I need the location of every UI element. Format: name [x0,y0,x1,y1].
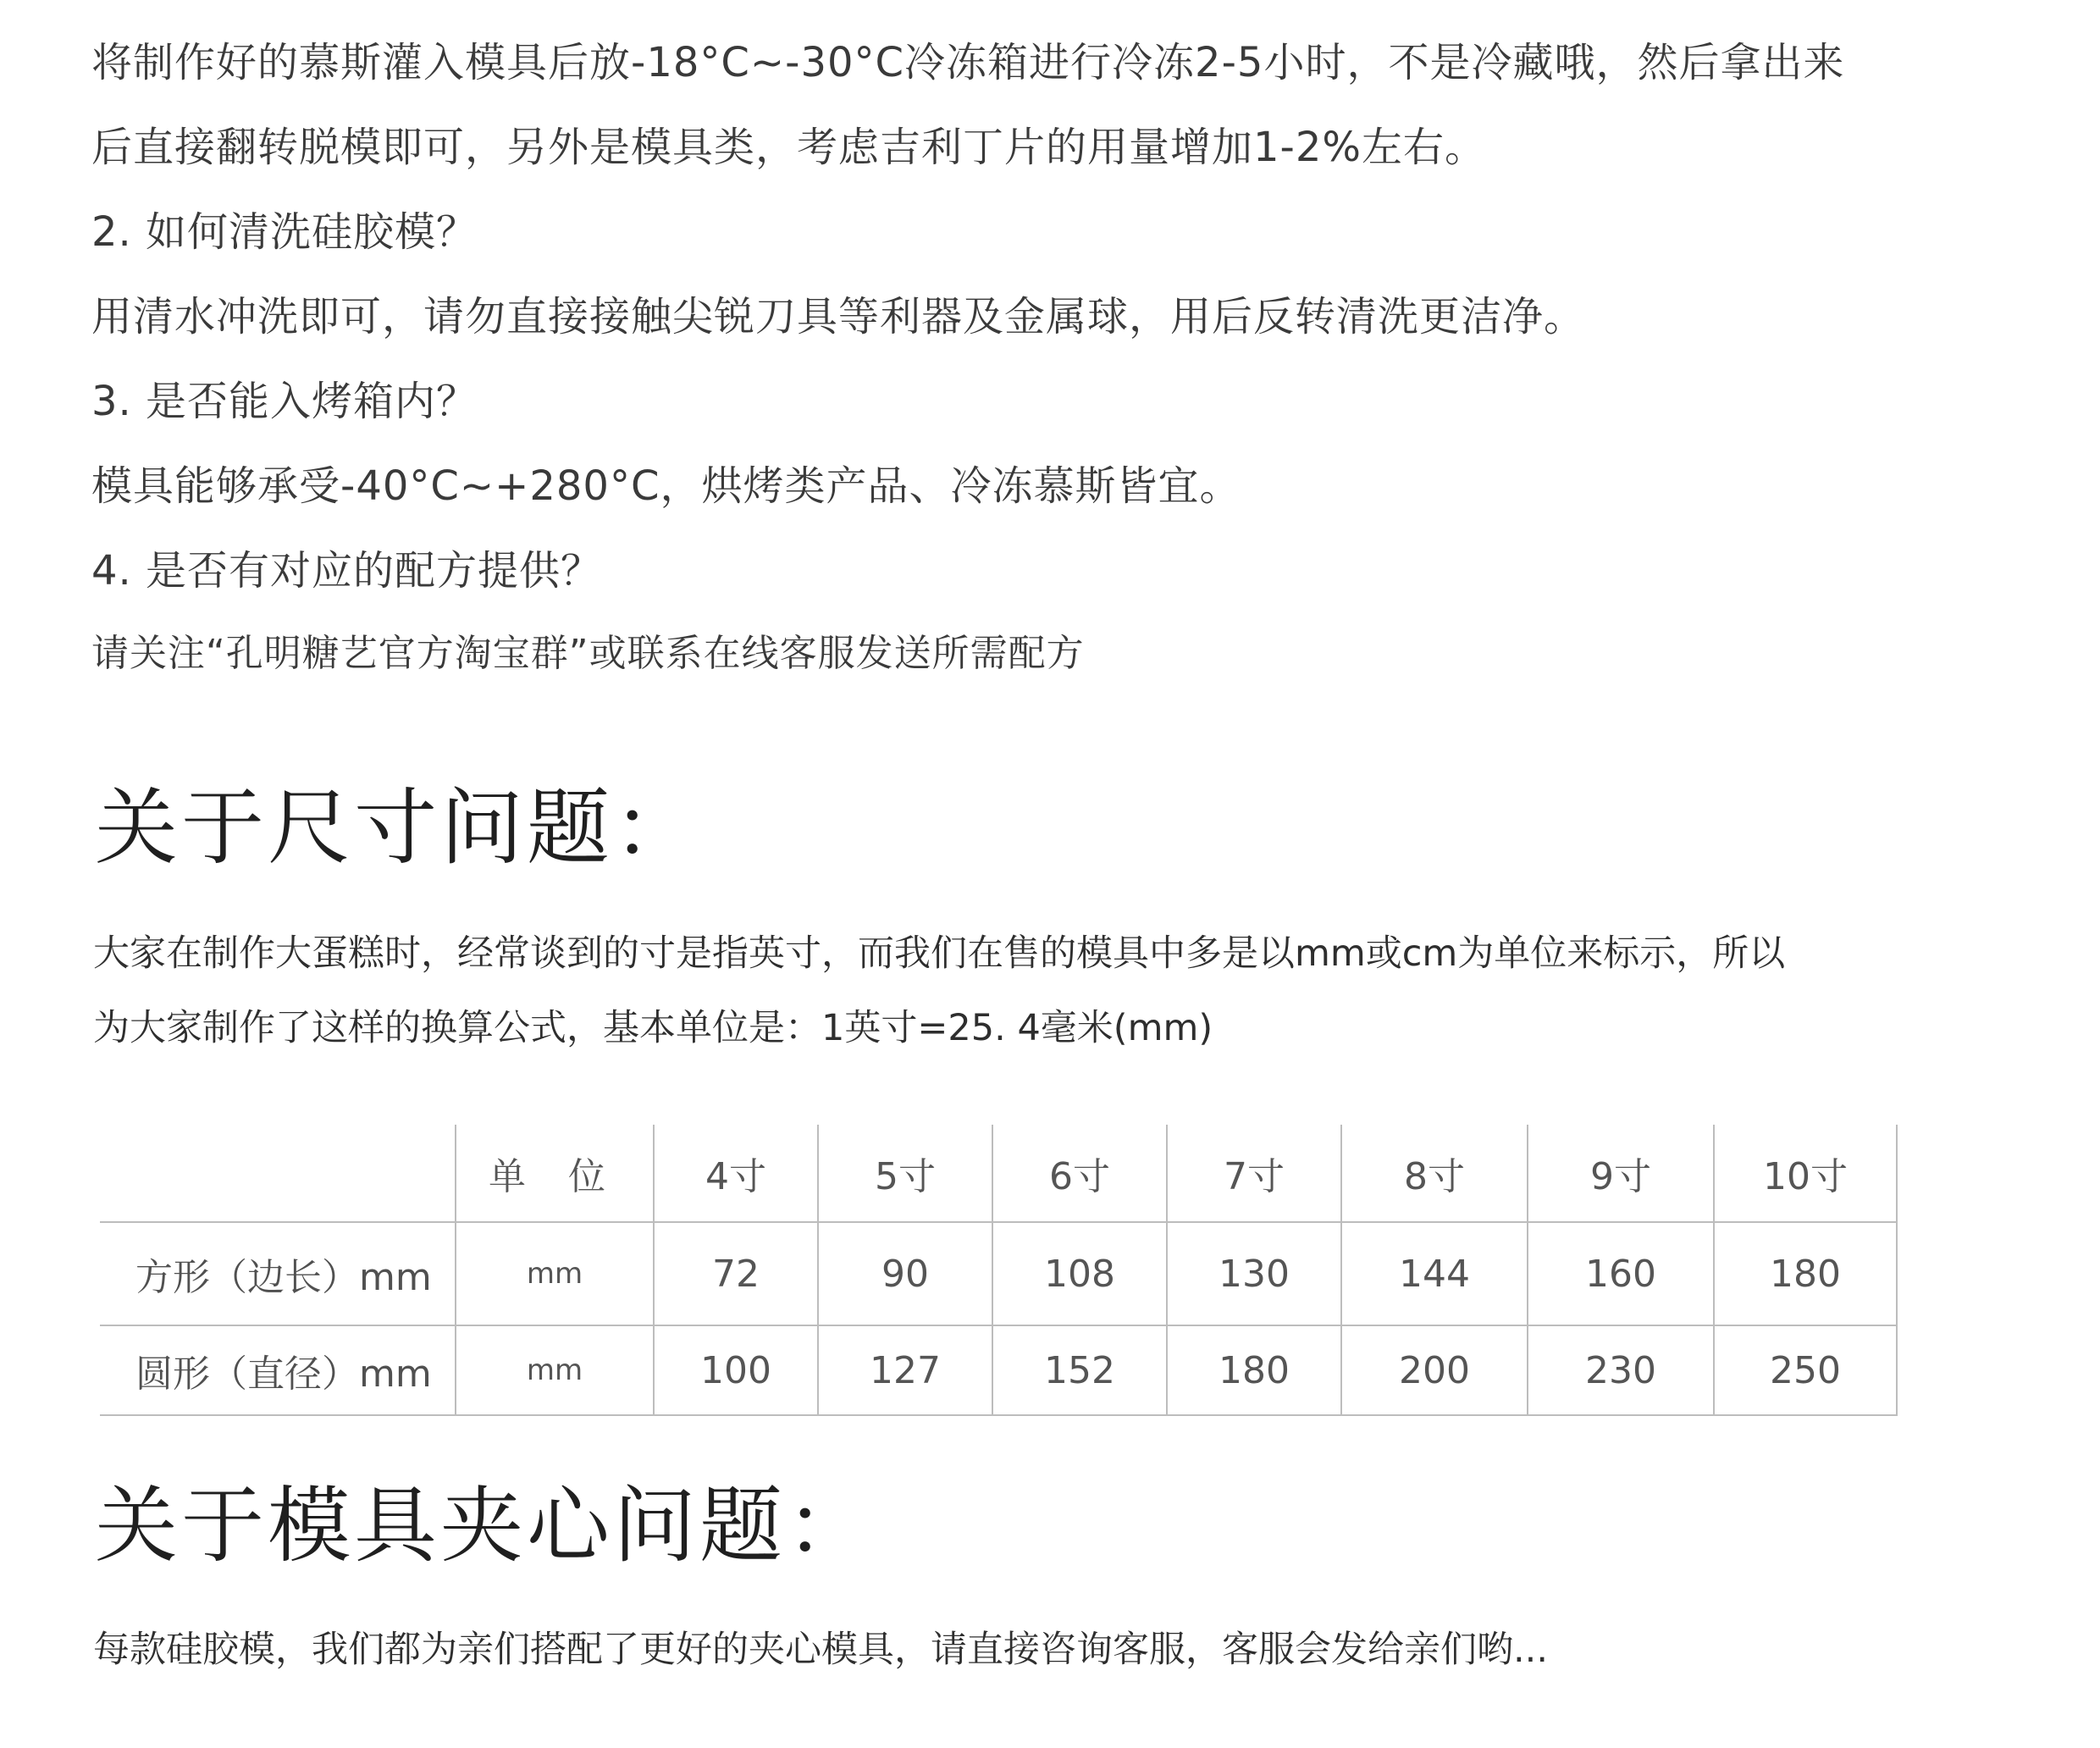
table-cell: 72 [654,1222,818,1325]
table-cell: 180 [1167,1325,1341,1415]
size-header-5: 5寸 [818,1125,992,1222]
core-section-text: 每款硅胶模，我们都为亲们搭配了更好的夹心模具，请直接咨询客服，客服会发给亲们哟... [93,1629,1549,1671]
size-conversion-table [100,1125,1898,1416]
table-cell: 100 [654,1325,818,1415]
faq-answer-1-line-2: 后直接翻转脱模即可，另外是模具类，考虑吉利丁片的用量增加1-2%左右。 [91,124,1487,171]
unit-column-header: 单 位 [456,1125,654,1222]
row-label-round: 圆形（直径）mm [100,1325,456,1415]
table-cell: 152 [992,1325,1167,1415]
table-row-square [100,1222,1897,1325]
table-row-round [100,1325,1897,1415]
size-header-8: 8寸 [1341,1125,1528,1222]
core-section-heading: 关于模具夹心问题： [95,1478,873,1574]
size-header-9: 9寸 [1528,1125,1714,1222]
table-corner-cell [100,1125,456,1222]
table-cell: 130 [1167,1222,1341,1325]
table-cell: 200 [1341,1325,1528,1415]
faq-answer-4: 请关注“孔明糖艺官方淘宝群”或联系在线客服发送所需配方 [91,632,1085,675]
table-cell: 90 [818,1222,992,1325]
row-unit-square: mm [456,1222,654,1325]
size-section-heading: 关于尺寸问题： [95,780,700,877]
table-cell: 250 [1714,1325,1897,1415]
faq-answer-1-line-1: 将制作好的慕斯灌入模具后放-18°C~-30°C冷冻箱进行冷冻2-5小时，不是冷藏哦，然后拿出来 [91,39,1845,86]
faq-question-4: 4. 是否有对应的配方提供？ [91,547,603,595]
faq-question-2: 2. 如何清洗硅胶模？ [91,208,478,256]
table-cell: 180 [1714,1222,1897,1325]
table-cell: 127 [818,1325,992,1415]
faq-answer-3: 模具能够承受-40°C~+280°C，烘烤类产品、冷冻慕斯皆宜。 [91,462,1241,510]
table-cell: 230 [1528,1325,1714,1415]
size-header-4: 4寸 [654,1125,818,1222]
size-intro-line-2: 为大家制作了这样的换算公式，基本单位是：1英寸=25. 4毫米(mm) [93,1007,1213,1049]
row-label-square: 方形（边长）mm [100,1222,456,1325]
faq-answer-2: 用清水冲洗即可，请勿直接接触尖锐刀具等利器及金属球，用后反转清洗更洁净。 [91,293,1586,340]
size-header-7: 7寸 [1167,1125,1341,1222]
table-cell: 144 [1341,1222,1528,1325]
faq-question-3: 3. 是否能入烤箱内？ [91,378,478,425]
size-header-10: 10寸 [1714,1125,1897,1222]
size-intro-line-1: 大家在制作大蛋糕时，经常谈到的寸是指英寸，而我们在售的模具中多是以mm或cm为单位来标示，所以 [93,932,1786,975]
table-header-row [100,1125,1897,1222]
size-header-6: 6寸 [992,1125,1167,1222]
table-cell: 108 [992,1222,1167,1325]
row-unit-round: mm [456,1325,654,1415]
table-cell: 160 [1528,1222,1714,1325]
